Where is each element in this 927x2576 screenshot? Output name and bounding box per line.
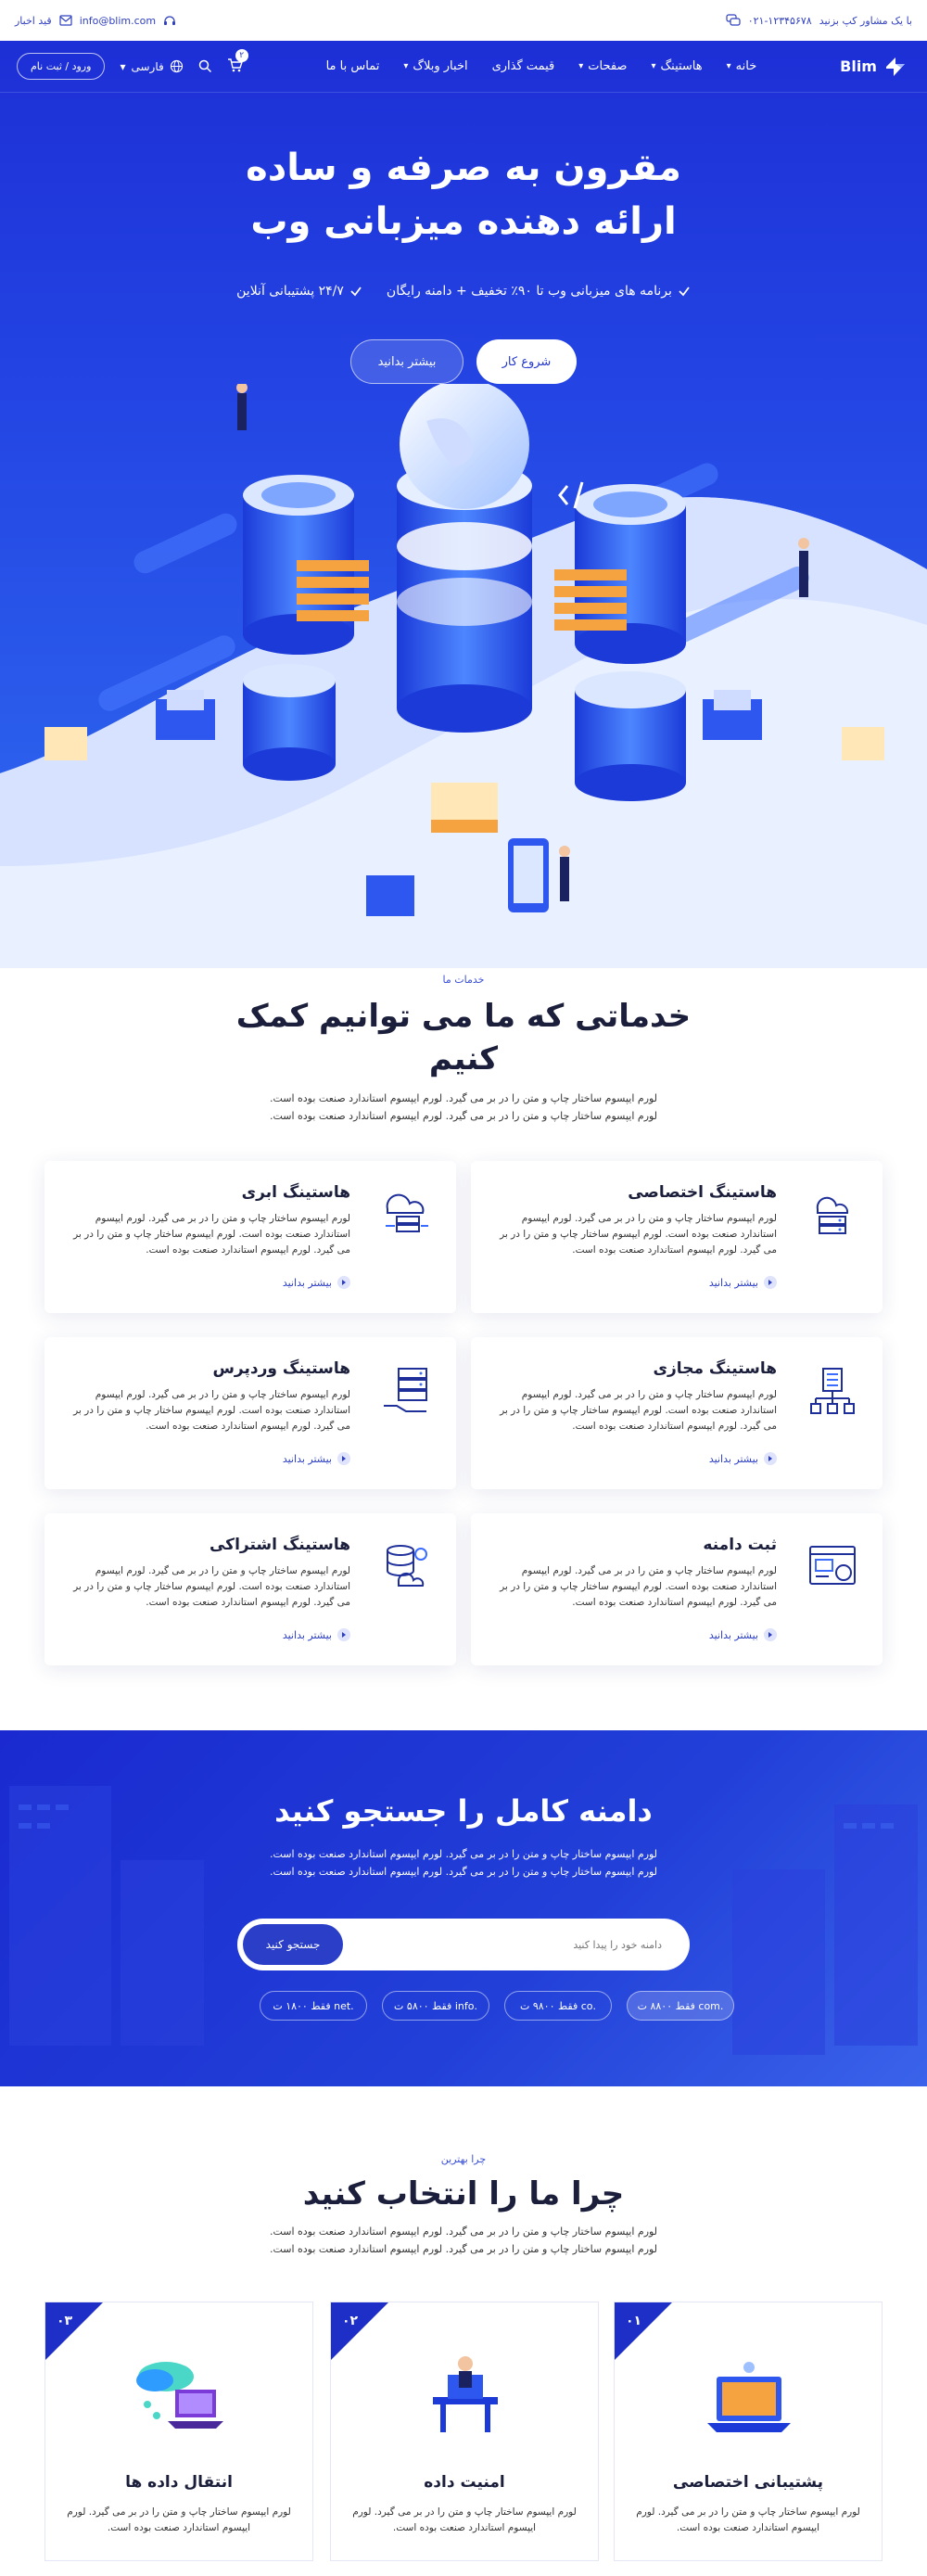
learn-more-link[interactable]: [283, 1628, 350, 1641]
why-card-title: پشتیبانی اختصاصی: [672, 2473, 824, 2492]
tld-price-pill[interactable]: .net فقط ۱۸۰۰ ت: [260, 1991, 367, 2021]
learn-more-button[interactable]: بیشتر بدانید: [350, 339, 464, 384]
server-cylinder-bottom-left: [243, 664, 336, 781]
cart-button[interactable]: [227, 50, 245, 76]
nav-item-label: تماس با ما: [325, 59, 380, 73]
search-icon[interactable]: [198, 59, 212, 73]
hero-check-text: برنامه های میزبانی وب تا ۹۰٪ تخفیف + دامنه رایگان: [386, 284, 672, 299]
number-corner: [45, 2302, 103, 2360]
why-lead: لورم ایپسوم ساختار چاپ و متن را در بر می گیرد. لورم ایپسوم استاندارد صنعت بوده است. لورم ایپسوم ساختار چاپ و متن را در بر می گیرد. لورم ایپسوم استاندارد صنعت بوده است.: [269, 2225, 658, 2255]
service-card-desc: لورم ایپسوم ساختار چاپ و متن را در بر می گیرد. لورم ایپسوم استاندارد صنعت بوده است. لورم ایپسوم ساختار چاپ و متن را در بر می گیرد. لورم ایپسوم استاندارد صنعت بوده است.: [500, 1565, 777, 1608]
phone-device: [508, 838, 549, 912]
tld-price-pill[interactable]: .com فقط ۸۸۰۰ ت: [627, 1991, 734, 2021]
hero-title-line1: مقرون به صرفه و ساده: [246, 147, 681, 189]
learn-more-label: بیشتر بدانید: [708, 1276, 758, 1289]
learn-more-label: بیشتر بدانید: [708, 1452, 758, 1465]
globe-icon: [170, 59, 184, 73]
service-card-title: هاستینگ مجازی: [653, 1359, 777, 1378]
learn-more-label: بیشتر بدانید: [708, 1628, 758, 1641]
nav-left: [17, 50, 245, 80]
domain-browser-icon: [806, 1541, 858, 1593]
arrow-circle-icon: [337, 1452, 350, 1465]
service-card-desc: لورم ایپسوم ساختار چاپ و متن را در بر می گیرد. لورم ایپسوم استاندارد صنعت بوده است. لورم ایپسوم ساختار چاپ و متن را در بر می گیرد. لورم ایپسوم استاندارد صنعت بوده است.: [73, 1389, 350, 1432]
chat-icon: [726, 14, 741, 27]
service-card-title: هاستینگ اشتراکی: [209, 1536, 350, 1554]
database-cloud-icon: [380, 1541, 432, 1593]
nav-item-1[interactable]: [651, 59, 702, 73]
domain-lead: لورم ایپسوم ساختار چاپ و متن را در بر می گیرد. لورم ایپسوم استاندارد صنعت بوده است. لورم ایپسوم ساختار چاپ و متن را در بر می گیرد. لورم ایپسوم استاندارد صنعت بوده است.: [269, 1848, 658, 1878]
arrow-circle-icon: [764, 1452, 777, 1465]
why-card-number: ۰۱: [626, 2314, 642, 2328]
domain-title: دامنه کامل را جستجو کنید: [274, 1793, 653, 1829]
service-card-title: ثبت دامنه: [703, 1536, 777, 1554]
why-card-number: ۰۳: [57, 2314, 73, 2328]
why-title: چرا ما را انتخاب کنید: [302, 2175, 625, 2213]
domain-search-input[interactable]: [384, 1939, 662, 1951]
hero-checklist: [0, 284, 927, 299]
service-card[interactable]: [471, 1337, 883, 1489]
arrow-circle-icon: [764, 1628, 777, 1641]
cart-count-badge: ۲: [235, 49, 248, 62]
learn-more-label: بیشتر بدانید: [282, 1452, 332, 1465]
service-card[interactable]: [471, 1161, 883, 1313]
hero-title-line2: ارائه دهنده میزبانی وب: [250, 200, 677, 243]
service-card-desc: لورم ایپسوم ساختار چاپ و متن را در بر می گیرد. لورم ایپسوم استاندارد صنعت بوده است. لورم ایپسوم ساختار چاپ و متن را در بر می گیرد. لورم ایپسوم استاندارد صنعت بوده است.: [73, 1565, 350, 1608]
why-card-title: انتقال داده ها: [125, 2473, 233, 2492]
domain-search-button[interactable]: جستجو کنید: [243, 1924, 343, 1965]
service-card-title: هاستینگ وردپرس: [212, 1359, 350, 1378]
learn-more-label: بیشتر بدانید: [282, 1276, 332, 1289]
nav-item-label: قیمت گذاری: [491, 59, 555, 73]
chevron-down-icon: ▾: [578, 61, 584, 71]
service-card-title: هاستینگ اختصاصی: [628, 1183, 777, 1202]
learn-more-link[interactable]: [709, 1452, 777, 1465]
newsletter-label[interactable]: قید اخبار: [15, 14, 52, 27]
services-lead: لورم ایپسوم ساختار چاپ و متن را در بر می گیرد. لورم ایپسوم استاندارد صنعت بوده است. لورم ایپسوم ساختار چاپ و متن را در بر می گیرد. لورم ایپسوم استاندارد صنعت بوده است.: [269, 1092, 658, 1122]
email-link[interactable]: info@blim.com: [79, 14, 157, 27]
nav-item-2[interactable]: [578, 59, 627, 73]
hero-check-item: [236, 284, 362, 299]
service-card-desc: لورم ایپسوم ساختار چاپ و متن را در بر می گیرد. لورم ایپسوم استاندارد صنعت بوده است. لورم ایپسوم ساختار چاپ و متن را در بر می گیرد. لورم ایپسوم استاندارد صنعت بوده است.: [73, 1213, 350, 1256]
nav-menu: [326, 59, 757, 73]
data-transfer-cloud-icon: [110, 2349, 249, 2451]
why-card: [330, 2302, 599, 2561]
services-section: [0, 968, 927, 1730]
tld-price-pill[interactable]: .co فقط ۹۸۰۰ ت: [504, 1991, 612, 2021]
service-card[interactable]: [44, 1161, 456, 1313]
nav-item-label: هاستینگ: [660, 59, 703, 73]
background-buildings: [0, 1730, 927, 2086]
phone-prefix: با یک مشاور کپ بزنید: [819, 14, 912, 27]
services-eyebrow: خدمات ما: [442, 974, 485, 986]
why-eyebrow: چرا بهترین: [440, 2153, 487, 2165]
arrow-circle-icon: [764, 1276, 777, 1289]
hero-illustration: [0, 384, 927, 968]
logo-mark-icon: [883, 56, 910, 78]
learn-more-label: بیشتر بدانید: [282, 1628, 332, 1641]
learn-more-link[interactable]: [283, 1452, 350, 1465]
nav-item-label: خانه: [735, 59, 757, 73]
server-network-icon: [806, 1365, 858, 1417]
why-card-desc: لورم ایپسوم ساختار چاپ و متن را در بر می گیرد. لورم ایپسوم استاندارد صنعت بوده است.: [352, 2506, 577, 2533]
get-started-button[interactable]: شروع کار: [476, 339, 577, 384]
top-bar: [0, 0, 927, 41]
hero-section: [0, 41, 927, 968]
service-card[interactable]: [471, 1513, 883, 1665]
login-button[interactable]: ورود / ثبت نام: [17, 53, 105, 80]
main-nav: [0, 41, 927, 93]
why-card-desc: لورم ایپسوم ساختار چاپ و متن را در بر می گیرد. لورم ایپسوم استاندارد صنعت بوده است.: [67, 2506, 291, 2533]
services-title-line1: خدماتی که ما می توانیم کمک: [235, 998, 692, 1035]
why-card-title: امنیت داده: [424, 2473, 505, 2492]
chevron-down-icon: ▾: [403, 61, 409, 71]
language-selector[interactable]: [120, 59, 183, 73]
chevron-down-icon: ▾: [726, 61, 731, 71]
why-card-desc: لورم ایپسوم ساختار چاپ و متن را در بر می گیرد. لورم ایپسوم استاندارد صنعت بوده است.: [636, 2506, 860, 2533]
arrow-circle-icon: [337, 1276, 350, 1289]
services-title-line2: کنیم: [428, 1040, 499, 1078]
phone-number[interactable]: ۰۲۱-۱۲۳۴۵۶۷۸: [747, 14, 812, 27]
nav-item-4[interactable]: [403, 59, 467, 73]
learn-more-link[interactable]: [283, 1276, 350, 1289]
nav-item-5[interactable]: [326, 59, 380, 73]
nav-item-0[interactable]: [727, 59, 757, 73]
service-card-title: هاستینگ ابری: [241, 1183, 350, 1202]
service-card[interactable]: [44, 1337, 456, 1489]
learn-more-link[interactable]: [709, 1276, 777, 1289]
tld-price-pill[interactable]: .info فقط ۵۸۰۰ ت: [382, 1991, 489, 2021]
mail-icon: [59, 15, 72, 26]
nav-item-3[interactable]: [492, 59, 555, 73]
chevron-down-icon: ▾: [120, 59, 126, 73]
why-card: [44, 2302, 313, 2561]
topbar-phone-group: [726, 14, 912, 27]
topbar-email-group: [15, 14, 176, 27]
headset-icon: [163, 14, 176, 27]
learn-more-link[interactable]: [709, 1628, 777, 1641]
hero-check-item: [387, 284, 691, 299]
domain-search-section: [0, 1730, 927, 2086]
brand-logo[interactable]: [840, 56, 910, 78]
service-card-desc: لورم ایپسوم ساختار چاپ و متن را در بر می گیرد. لورم ایپسوم استاندارد صنعت بوده است. لورم ایپسوم ساختار چاپ و متن را در بر می گیرد. لورم ایپسوم استاندارد صنعت بوده است.: [500, 1389, 777, 1432]
server-cylinder-center: [397, 384, 532, 733]
language-label: فارسی: [131, 59, 164, 73]
security-desk-icon: [396, 2349, 535, 2451]
logo-text: Blim: [840, 57, 877, 75]
nav-item-label: اخبار وبلاگ: [413, 59, 468, 73]
domain-search-bar: [237, 1919, 690, 1970]
number-corner: [331, 2302, 388, 2360]
chevron-down-icon: ▾: [651, 61, 656, 71]
why-card-number: ۰۲: [342, 2314, 359, 2328]
checkmark-icon: [349, 285, 362, 298]
service-card[interactable]: [44, 1513, 456, 1665]
number-corner: [615, 2302, 672, 2360]
hero-check-text: ۲۴/۷ پشتیبانی آنلاین: [236, 284, 344, 299]
server-hand-icon: [380, 1365, 432, 1417]
cloud-hosting-icon: [380, 1189, 432, 1241]
support-laptop-icon: [679, 2349, 819, 2451]
checkmark-icon: [678, 285, 691, 298]
server-cylinder-bottom-right: [575, 671, 686, 801]
arrow-circle-icon: [337, 1628, 350, 1641]
why-card: [614, 2302, 883, 2561]
nav-item-label: صفحات: [588, 59, 628, 73]
service-card-desc: لورم ایپسوم ساختار چاپ و متن را در بر می گیرد. لورم ایپسوم استاندارد صنعت بوده است. لورم ایپسوم ساختار چاپ و متن را در بر می گیرد. لورم ایپسوم استاندارد صنعت بوده است.: [500, 1213, 777, 1256]
cloud-server-icon: [806, 1189, 858, 1241]
